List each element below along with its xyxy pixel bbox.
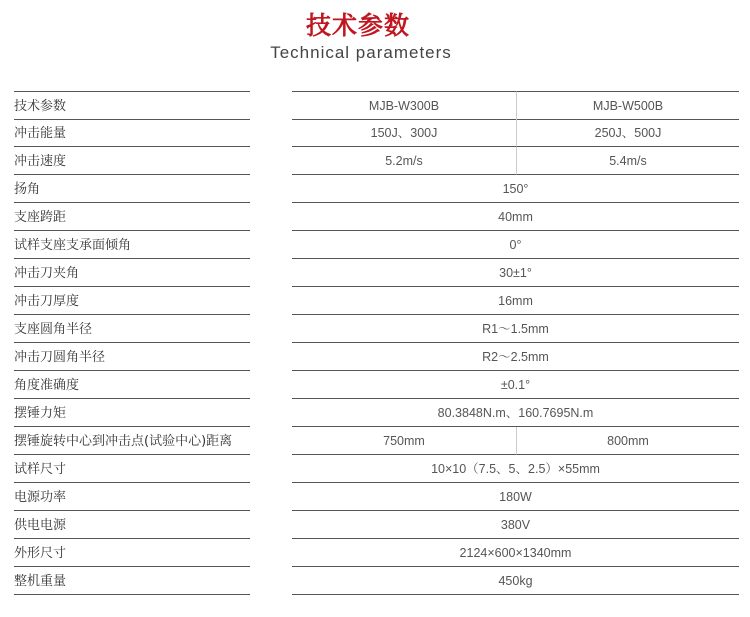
table-row [14, 287, 739, 315]
row-value-w500b: 5.4m/s [517, 147, 739, 175]
table-row [14, 539, 739, 567]
row-value: 10×10（7.5、5、2.5）×55mm [292, 455, 739, 483]
row-label: 冲击能量 [14, 119, 250, 147]
row-value: 450kg [292, 567, 739, 595]
row-value: 180W [292, 483, 739, 511]
table-row [14, 147, 739, 175]
row-label: 冲击刀圆角半径 [14, 343, 250, 371]
model-w300b-header: MJB-W300B [292, 91, 517, 120]
table-row [14, 427, 739, 455]
page-header [0, 0, 750, 80]
table-row [14, 511, 739, 539]
row-value: 150° [292, 175, 739, 203]
row-value: 0° [292, 231, 739, 259]
table-row [14, 175, 739, 203]
row-value: R1～1.5mm [292, 315, 739, 343]
page-title: 技术参数 [305, 11, 410, 40]
table-row [14, 371, 739, 399]
table-row [14, 231, 739, 259]
row-label: 冲击刀夹角 [14, 259, 250, 287]
row-value: R2～2.5mm [292, 343, 739, 371]
row-label: 外形尺寸 [14, 539, 250, 567]
row-label: 冲击刀厚度 [14, 287, 250, 315]
table-row [14, 91, 739, 119]
table-row [14, 315, 739, 343]
table-row [14, 203, 739, 231]
table-row [14, 343, 739, 371]
row-label: 试样尺寸 [14, 455, 250, 483]
row-value: 30±1° [292, 259, 739, 287]
table-row [14, 483, 739, 511]
row-value: 380V [292, 511, 739, 539]
row-label: 试样支座支承面倾角 [14, 231, 250, 259]
row-label: 电源功率 [14, 483, 250, 511]
table-row [14, 455, 739, 483]
row-value: 80.3848N.m、160.7695N.m [292, 399, 739, 427]
table-row [14, 567, 739, 595]
row-label: 支座圆角半径 [14, 315, 250, 343]
row-value: 16mm [292, 287, 739, 315]
row-label: 冲击速度 [14, 147, 250, 175]
row-value-w300b: 5.2m/s [292, 147, 517, 175]
row-value-w300b: 150J、300J [292, 119, 517, 147]
model-w500b-header: MJB-W500B [517, 91, 739, 120]
table-row [14, 119, 739, 147]
table-row [14, 399, 739, 427]
row-value: ±0.1° [292, 371, 739, 399]
table-row [14, 259, 739, 287]
row-value: 2124×600×1340mm [292, 539, 739, 567]
row-label: 摆锤旋转中心到冲击点(试验中心)距离 [14, 427, 250, 455]
row-label: 供电电源 [14, 511, 250, 539]
row-value: 40mm [292, 203, 739, 231]
row-label: 摆锤力矩 [14, 399, 250, 427]
row-value-w500b: 250J、500J [517, 119, 739, 147]
parameters-table [14, 91, 739, 595]
row-label: 支座跨距 [14, 203, 250, 231]
row-value-w500b: 800mm [517, 427, 739, 455]
row-label: 角度准确度 [14, 371, 250, 399]
page-subtitle: Technical parameters [270, 43, 452, 62]
row-value-w300b: 750mm [292, 427, 517, 455]
row-label: 扬角 [14, 175, 250, 203]
row-label: 整机重量 [14, 567, 250, 595]
row-label: 技术参数 [14, 91, 250, 120]
